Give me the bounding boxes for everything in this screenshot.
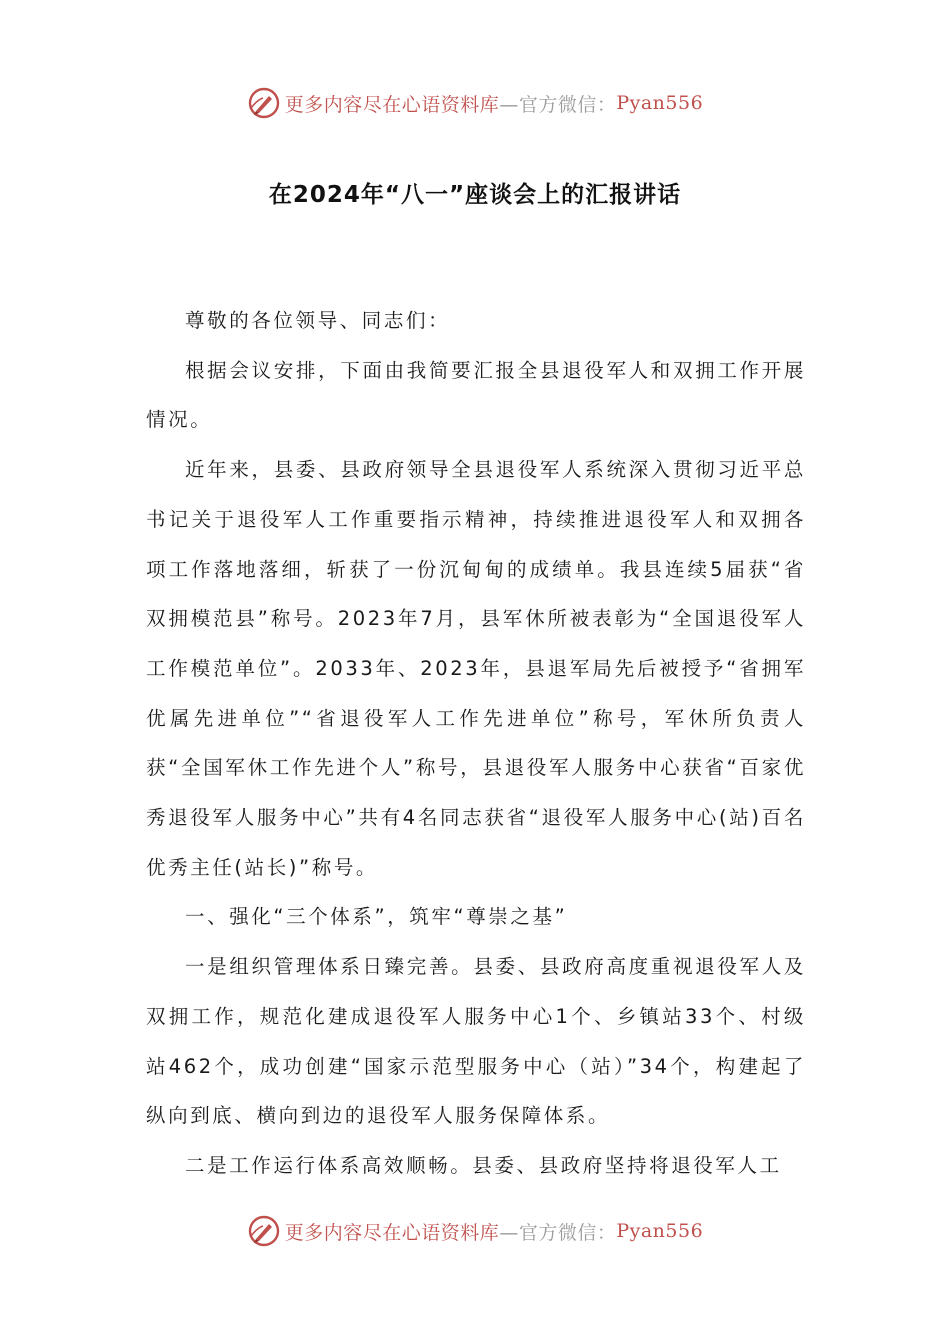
organization-paragraph: 一是组织管理体系日臻完善。县委、县政府高度重视退役军人及双拥工作，规范化建成退役军人服务中心1个、乡镇站33个、村级站462个，成功创建“国家示范型服务中心（站）”34个，构建起了纵向到底、横向到边的退役军人服务保障体系。 <box>146 955 806 1128</box>
intro-paragraph: 根据会议安排，下面由我简要汇报全县退役军人和双拥工作开展情况。 <box>146 358 806 432</box>
banner-wechat-id: Pyan556 <box>616 1220 704 1242</box>
operation-paragraph: 二是工作运行体系高效顺畅。县委、县政府坚持将退役军人工 <box>185 1153 782 1177</box>
document-body <box>146 296 806 1191</box>
achievements-paragraph: 近年来，县委、县政府领导全县退役军人系统深入贯彻习近平总书记关于退役军人工作重要指示精神，持续推进退役军人和双拥各项工作落地落细，斩获了一份沉甸甸的成绩单。我县连续5届获“省双拥模范县”称号。2023年7月，县军休所被表彰为“全国退役军人工作模范单位”。2033年、2023年，县退军局先后被授予“省拥军优属先进单位”“省退役军人工作先进单位”称号，军休所负责人获“全国军休工作先进个人”称号，县退役军人服务中心获省“百家优秀退役军人服务中心”共有4名同志获省“退役军人服务中心(站)百名优秀主任(站长)”称号。 <box>146 458 806 879</box>
pen-circle-logo-icon <box>247 1214 281 1248</box>
banner-main-text: 更多内容尽在心语资料库 <box>284 93 500 116</box>
section-heading-1: 一、强化“三个体系”，筑牢“尊崇之基” <box>185 905 568 929</box>
salutation-paragraph: 尊敬的各位领导、同志们： <box>185 309 451 332</box>
header-watermark-banner <box>0 83 950 123</box>
banner-wechat-id: Pyan556 <box>616 92 704 114</box>
banner-main-text: 更多内容尽在心语资料库 <box>284 1221 500 1244</box>
pen-circle-logo-icon <box>247 86 281 120</box>
footer-watermark-banner <box>0 1211 950 1251</box>
banner-dash-text: —官方微信： <box>499 93 617 116</box>
banner-dash-text: —官方微信： <box>499 1221 617 1244</box>
document-title: 在2024年“八一”座谈会上的汇报讲话 <box>268 182 682 208</box>
